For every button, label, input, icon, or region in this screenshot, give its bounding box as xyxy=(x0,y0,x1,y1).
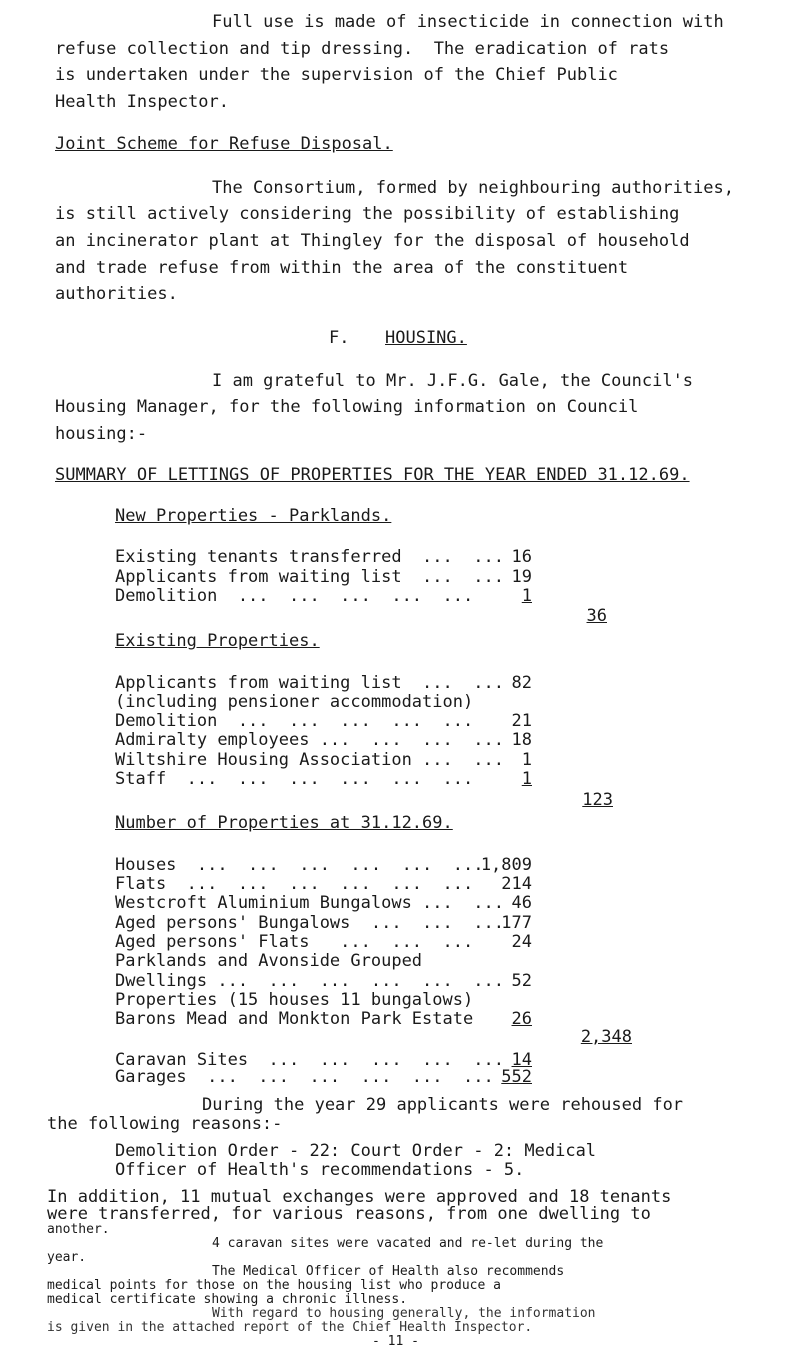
exchanges-line-3: another. xyxy=(47,1222,110,1237)
medical-line-1: The Medical Officer of Health also recommends xyxy=(212,1264,565,1279)
table-row-value: 1,809 xyxy=(480,855,532,875)
table-row-label: Houses ... ... ... ... ... ... xyxy=(115,855,484,875)
table-row-value: 52 xyxy=(511,971,532,991)
table-row-label: Barons Mead and Monkton Park Estate xyxy=(115,1009,474,1029)
table-row-value: 214 xyxy=(501,874,532,894)
rehoused-line-4: Officer of Health's recommendations - 5. xyxy=(115,1160,525,1180)
table-row-label: Existing tenants transferred ... ... xyxy=(115,547,504,567)
intro-line-2: refuse collection and tip dressing. The eradication of rats xyxy=(55,39,670,59)
joint-scheme-line-5: authorities. xyxy=(55,284,178,304)
subtotal-value: 2,348 xyxy=(580,1027,632,1047)
joint-scheme-line-1: The Consortium, formed by neighbouring authorities, xyxy=(212,178,734,198)
table-row-label: Aged persons' Bungalows ... ... ... xyxy=(115,913,504,933)
table-row-value: 18 xyxy=(511,730,532,750)
joint-scheme-line-4: and trade refuse from within the area of the constituent xyxy=(55,258,629,278)
table-row-value: 19 xyxy=(511,567,532,587)
intro-line-4: Health Inspector. xyxy=(55,92,229,112)
housing-line-2: Housing Manager, for the following information on Council xyxy=(55,397,639,417)
joint-scheme-line-2: is still actively considering the possibility of establishing xyxy=(55,204,680,224)
number-of-properties-heading: Number of Properties at 31.12.69. xyxy=(115,813,453,833)
table-row-value: 46 xyxy=(511,893,532,913)
subtotal-value: 36 xyxy=(586,606,607,626)
intro-line-1: Full use is made of insecticide in connection with xyxy=(212,12,724,32)
table-row-label: Staff ... ... ... ... ... ... xyxy=(115,769,474,789)
table-row-label: Flats ... ... ... ... ... ... xyxy=(115,874,474,894)
table-row-value: 1 xyxy=(521,750,532,770)
table-row-label: Demolition ... ... ... ... ... xyxy=(115,711,474,731)
regard-line-2: is given in the attached report of the Chief Health Inspector. xyxy=(47,1320,533,1335)
table-row-label: Westcroft Aluminium Bungalows ... ... xyxy=(115,893,504,913)
table-row-value: 24 xyxy=(511,932,532,952)
rehoused-line-3: Demolition Order - 22: Court Order - 2: Medical xyxy=(115,1141,597,1161)
table-row-label: Applicants from waiting list ... ... xyxy=(115,567,504,587)
housing-line-3: housing:- xyxy=(55,424,148,444)
section-title: HOUSING. xyxy=(385,328,467,348)
joint-scheme-heading: Joint Scheme for Refuse Disposal. xyxy=(55,134,393,154)
section-letter: F. xyxy=(329,328,350,348)
medical-line-2: medical points for those on the housing list who produce a xyxy=(47,1278,501,1293)
existing-properties-heading: Existing Properties. xyxy=(115,631,320,651)
page-number: - 11 - xyxy=(372,1334,419,1349)
exchanges-line-2: were transferred, for various reasons, from one dwelling to xyxy=(47,1204,651,1224)
summary-heading: SUMMARY OF LETTINGS OF PROPERTIES FOR THE YEAR ENDED 31.12.69. xyxy=(55,465,690,485)
housing-line-1: I am grateful to Mr. J.F.G. Gale, the Council's xyxy=(212,371,694,391)
table-row-label: Dwellings ... ... ... ... ... ... xyxy=(115,971,504,991)
table-row-label: Admiralty employees ... ... ... ... xyxy=(115,730,504,750)
intro-line-3: is undertaken under the supervision of the Chief Public xyxy=(55,65,618,85)
table-row-value: 14 xyxy=(511,1050,532,1070)
table-row-value: 26 xyxy=(511,1009,532,1029)
table-row-value: 16 xyxy=(511,547,532,567)
table-row-label: (including pensioner accommodation) xyxy=(115,692,474,712)
table-row-label: Parklands and Avonside Grouped xyxy=(115,951,423,971)
table-row-value: 1 xyxy=(521,586,532,606)
caravan-line-1: 4 caravan sites were vacated and re-let during the xyxy=(212,1236,604,1251)
table-row-value: 82 xyxy=(511,673,532,693)
joint-scheme-line-3: an incinerator plant at Thingley for the disposal of household xyxy=(55,231,690,251)
medical-line-3: medical certificate showing a chronic illness. xyxy=(47,1292,408,1307)
rehoused-line-1: During the year 29 applicants were rehoused for xyxy=(202,1095,684,1115)
rehoused-line-2: the following reasons:- xyxy=(47,1114,283,1134)
table-row-label: Properties (15 houses 11 bungalows) xyxy=(115,990,474,1010)
regard-line-1: With regard to housing generally, the information xyxy=(212,1306,596,1321)
exchanges-line-1: In addition, 11 mutual exchanges were approved and 18 tenants xyxy=(47,1187,672,1207)
table-row-value: 1 xyxy=(521,769,532,789)
table-row-value: 21 xyxy=(511,711,532,731)
table-row-label: Caravan Sites ... ... ... ... ... xyxy=(115,1050,504,1070)
table-row-label: Applicants from waiting list ... ... xyxy=(115,673,504,693)
table-row-value: 552 xyxy=(501,1067,532,1087)
subtotal-value: 123 xyxy=(582,790,613,810)
table-row-label: Garages ... ... ... ... ... ... xyxy=(115,1067,494,1087)
table-row-label: Demolition ... ... ... ... ... xyxy=(115,586,474,606)
new-properties-heading: New Properties - Parklands. xyxy=(115,506,392,526)
table-row-value: 177 xyxy=(501,913,532,933)
table-row-label: Aged persons' Flats ... ... ... xyxy=(115,932,474,952)
table-row-label: Wiltshire Housing Association ... ... xyxy=(115,750,504,770)
caravan-line-2: year. xyxy=(47,1250,87,1265)
